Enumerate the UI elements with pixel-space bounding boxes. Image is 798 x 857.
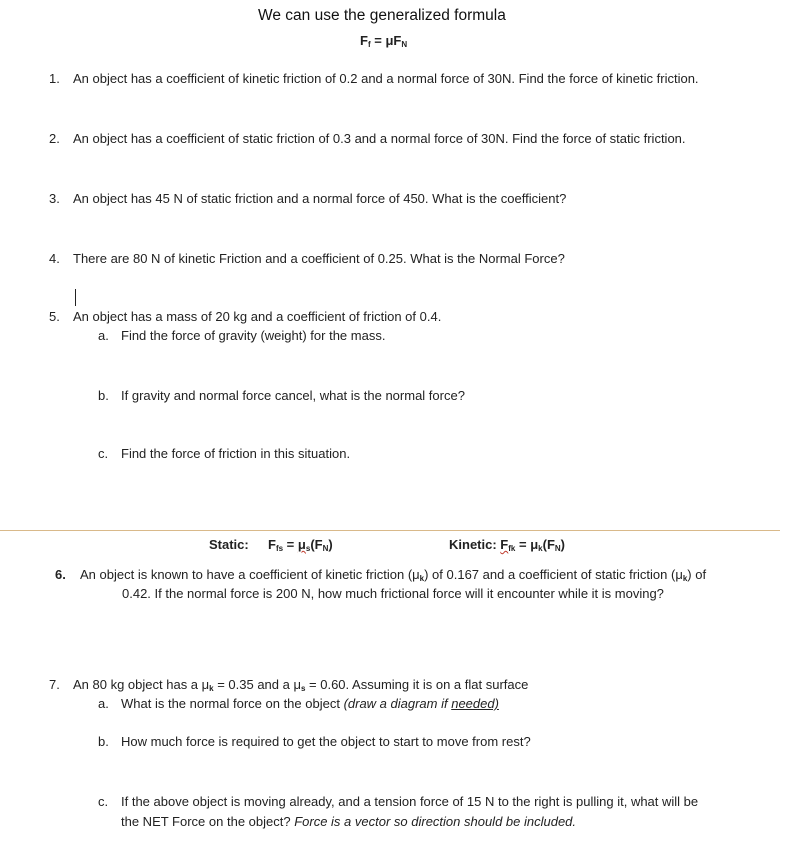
static-paren: (F [310, 537, 323, 552]
kinetic-eq: = μ [515, 537, 539, 552]
question-2-number: 2. [49, 131, 60, 146]
question-3-text: An object has 45 N of static friction and a normal force of 450. What is the coefficient? [73, 191, 567, 206]
question-5-text: An object has a mass of 20 kg and a coefficient of friction of 0.4. [73, 309, 442, 324]
static-formula [209, 537, 333, 553]
kinetic-paren: (F [542, 537, 555, 552]
generalized-formula [360, 33, 407, 49]
section-divider [0, 530, 780, 531]
static-label: Static: [209, 537, 249, 552]
static-mu: $\mu_s$ [297, 537, 311, 553]
static-close: ) [328, 537, 333, 552]
question-4-text: There are 80 N of kinetic Friction and a coefficient of 0.25. What is the Normal Force? [73, 251, 565, 266]
kinetic-close: ) [560, 537, 566, 552]
kinetic-mu-sub: k [538, 544, 543, 553]
static-paren-sub: N [322, 544, 329, 553]
question-5-number: 5. [49, 309, 60, 324]
question-7-text: An 80 kg object has a $\mu_k = 0.35$ and a $\mu_s = 0.60$. Assuming it is on a flat surface [73, 677, 529, 693]
question-1-text: An object has a coefficient of kinetic friction of 0.2 and a normal force of 30N. Find the force of kinetic friction. [73, 71, 699, 86]
formula-f: F [360, 33, 368, 48]
kinetic-formula [449, 537, 565, 553]
static-f: F [267, 537, 276, 552]
formula-n-sub: N [401, 40, 408, 49]
question-5a-label: a. [98, 328, 109, 343]
question-3-number: 3. [49, 191, 60, 206]
formula-f-sub: f [367, 40, 371, 49]
question-7a-text: What is the normal force on the object (draw a diagram if needed) [121, 696, 499, 711]
question-4-number: 4. [49, 251, 60, 266]
page-title: We can use the generalized formula [258, 7, 506, 24]
question-5a-text: Find the force of gravity (weight) for the mass. [121, 328, 386, 343]
question-7-number: 7. [49, 677, 60, 692]
question-6-number: 6. [55, 567, 66, 582]
static-f-sub: fs [275, 544, 284, 553]
question-5b-text: If gravity and normal force cancel, what is the normal force? [121, 388, 465, 403]
question-7c-label: c. [98, 794, 109, 809]
question-5b-label: b. [98, 388, 109, 403]
question-2-text: An object has a coefficient of static friction of 0.3 and a normal force of 30N. Find the force of static friction. [73, 131, 686, 146]
question-5c-label: c. [98, 446, 109, 461]
kinetic-f: $F_{fk}$ [500, 537, 516, 553]
text-cursor [75, 289, 76, 306]
question-7b-label: b. [98, 734, 109, 749]
question-5c-text: Find the force of friction in this situation. [121, 446, 351, 461]
formula-mid: = μF [370, 33, 402, 48]
kinetic-paren-sub: N [554, 544, 561, 553]
kinetic-label: Kinetic: [449, 537, 497, 552]
question-7c-line-1: If the above object is moving already, and a tension force of 15 N to the right is pulling it, what will be [121, 794, 699, 809]
static-eq: = [283, 537, 298, 552]
question-7b-text: How much force is required to get the object to start to move from rest? [121, 734, 531, 749]
question-6-line-1: An object is known to have a coefficient of kinetic friction $(\mu_k)$ of 0.167 and a coefficient of static friction $(\mu_k)$ of [80, 567, 707, 583]
question-1-number: 1. [49, 71, 60, 86]
question-7c-line-2: the NET Force on the object? Force is a vector so direction should be included. [121, 814, 577, 829]
question-7a-label: a. [98, 696, 109, 711]
question-6-line-2: 0.42. If the normal force is 200 N, how much frictional force will it encounter while it is moving? [122, 586, 664, 601]
